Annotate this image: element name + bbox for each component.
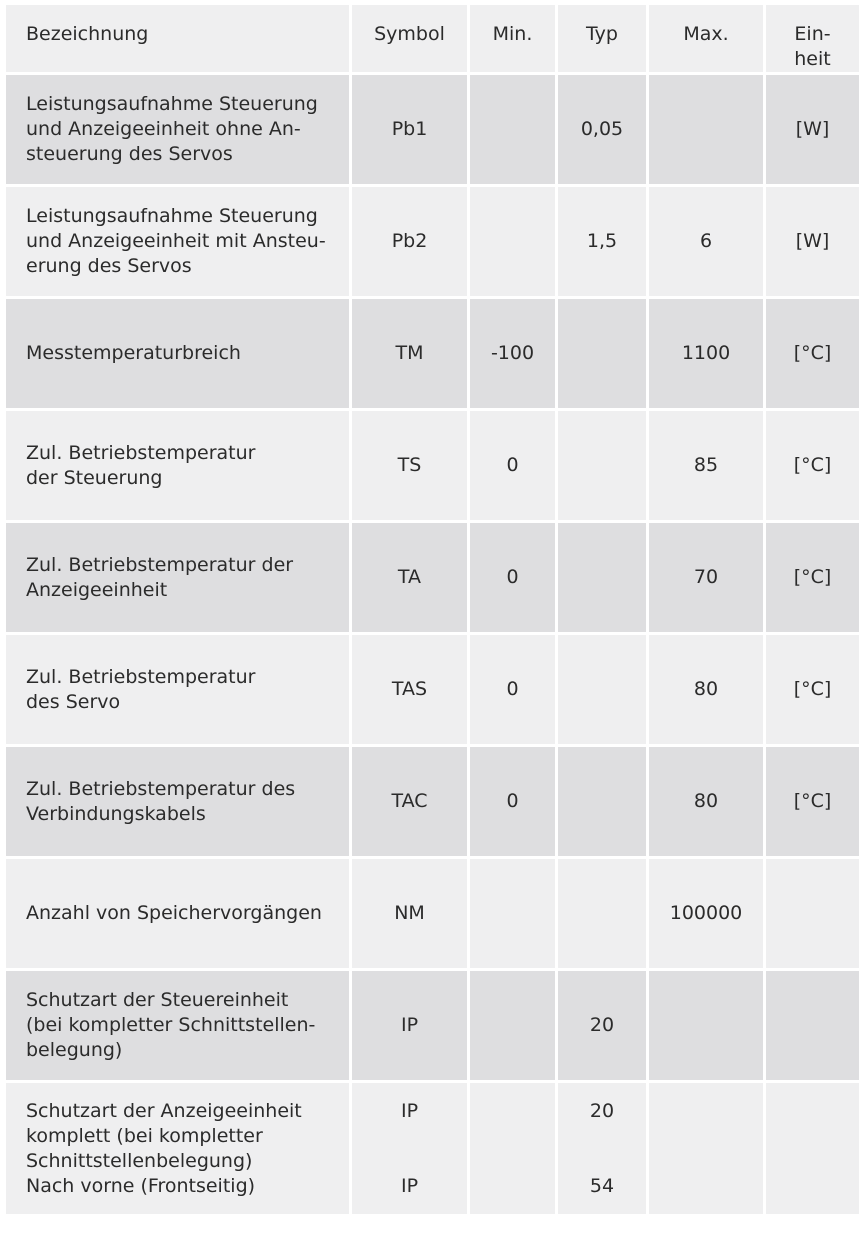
row-spacer [558, 1124, 646, 1149]
row-symbol: NM [351, 858, 469, 970]
table-row [5, 522, 860, 634]
table-row [5, 1082, 860, 1216]
row-symbol [351, 1082, 469, 1216]
row-symbol: TS [351, 410, 469, 522]
row-typ [557, 1082, 648, 1216]
row-name [5, 74, 351, 186]
row-min: 0 [469, 634, 557, 746]
row-min [469, 186, 557, 298]
row-unit [765, 1082, 860, 1216]
row-max: 70 [648, 522, 765, 634]
row-max: 100000 [648, 858, 765, 970]
row-max: 1100 [648, 298, 765, 410]
row-name [5, 1082, 351, 1216]
row-name-line: Zul. Betriebstemperatur [26, 665, 256, 688]
row-unit [765, 858, 860, 970]
row-symbol-line: IP [400, 1174, 419, 1197]
row-typ: 1,5 [557, 186, 648, 298]
row-typ [557, 858, 648, 970]
table-row [5, 858, 860, 970]
row-min: 0 [469, 522, 557, 634]
table-header-row [5, 4, 860, 74]
table-row [5, 298, 860, 410]
row-name-line: Zul. Betriebstemperatur [26, 441, 256, 464]
row-typ [557, 634, 648, 746]
header-unit-line: heit [794, 48, 831, 70]
row-name-line: Anzeigeeinheit [26, 578, 168, 601]
header-name: Bezeichnung [5, 4, 351, 74]
row-name-line: des Servo [26, 690, 121, 713]
row-name-line: Leistungsaufnahme Steuerung [26, 205, 318, 227]
row-min [469, 970, 557, 1082]
row-max: 80 [648, 746, 765, 858]
table-row [5, 186, 860, 298]
row-typ-line: 20 [589, 1099, 615, 1122]
row-min [469, 74, 557, 186]
row-name-line: erung des Servos [26, 255, 192, 277]
row-unit: [W] [765, 186, 860, 298]
row-unit: [°C] [765, 634, 860, 746]
row-min [469, 1082, 557, 1216]
row-unit: [°C] [765, 746, 860, 858]
row-min: -100 [469, 298, 557, 410]
table-row [5, 746, 860, 858]
row-max: 6 [648, 186, 765, 298]
row-typ-line: 54 [589, 1174, 615, 1197]
row-min: 0 [469, 746, 557, 858]
row-name-line: Schnittstellenbelegung) [26, 1149, 253, 1172]
row-symbol: IP [351, 970, 469, 1082]
row-max: 80 [648, 634, 765, 746]
row-name-line: Zul. Betriebstemperatur des [26, 777, 296, 800]
header-unit-line: Ein- [794, 23, 831, 45]
row-min: 0 [469, 410, 557, 522]
row-name-line: Anzahl von Speichervorgängen [26, 902, 322, 924]
row-typ: 0,05 [557, 74, 648, 186]
row-name-line: (bei kompletter Schnittstellen- [26, 1014, 316, 1036]
table-row [5, 410, 860, 522]
row-name [5, 634, 351, 746]
row-typ [557, 746, 648, 858]
row-name-line: Verbindungskabels [26, 802, 206, 825]
row-name [5, 186, 351, 298]
row-symbol: Pb2 [351, 186, 469, 298]
row-name-line: und Anzeigeeinheit mit Ansteu- [26, 230, 326, 252]
header-max: Max. [648, 4, 765, 74]
table-row [5, 634, 860, 746]
row-typ [557, 522, 648, 634]
row-unit: [°C] [765, 522, 860, 634]
header-symbol: Symbol [351, 4, 469, 74]
row-name-line: und Anzeigeeinheit ohne An- [26, 118, 301, 140]
row-spacer [352, 1149, 467, 1174]
row-unit: [°C] [765, 410, 860, 522]
row-spacer [558, 1149, 646, 1174]
row-symbol-line: IP [400, 1099, 419, 1122]
row-name-line: Leistungsaufnahme Steuerung [26, 93, 318, 115]
spec-table-container [3, 2, 859, 1217]
row-symbol: TAS [351, 634, 469, 746]
row-symbol: TA [351, 522, 469, 634]
table-row [5, 970, 860, 1082]
row-name-line: Nach vorne (Frontseitig) [26, 1174, 256, 1197]
row-symbol: TM [351, 298, 469, 410]
row-max: 85 [648, 410, 765, 522]
row-min [469, 858, 557, 970]
row-name [5, 522, 351, 634]
row-name [5, 410, 351, 522]
table-row [5, 74, 860, 186]
row-name [5, 298, 351, 410]
row-max [648, 1082, 765, 1216]
row-unit: [W] [765, 74, 860, 186]
row-typ [557, 298, 648, 410]
row-name-line: der Steuerung [26, 466, 163, 489]
row-name [5, 970, 351, 1082]
row-name-line: Zul. Betriebstemperatur der [26, 553, 294, 576]
header-typ: Typ [557, 4, 648, 74]
row-spacer [352, 1124, 467, 1149]
row-name-line: Messtemperaturbreich [26, 342, 241, 364]
row-name-line: Schutzart der Anzeigeeinheit [26, 1099, 302, 1122]
spec-table [3, 2, 860, 1217]
row-typ: 20 [557, 970, 648, 1082]
row-max [648, 970, 765, 1082]
header-min: Min. [469, 4, 557, 74]
row-unit [765, 970, 860, 1082]
row-name [5, 858, 351, 970]
row-name-line: komplett (bei kompletter [26, 1124, 263, 1147]
row-name [5, 746, 351, 858]
row-name-line: steuerung des Servos [26, 143, 233, 165]
row-name-line: belegung) [26, 1039, 123, 1061]
row-typ [557, 410, 648, 522]
row-max [648, 74, 765, 186]
header-unit [765, 4, 860, 74]
row-symbol: TAC [351, 746, 469, 858]
row-name-line: Schutzart der Steuereinheit [26, 989, 289, 1011]
row-symbol: Pb1 [351, 74, 469, 186]
row-unit: [°C] [765, 298, 860, 410]
